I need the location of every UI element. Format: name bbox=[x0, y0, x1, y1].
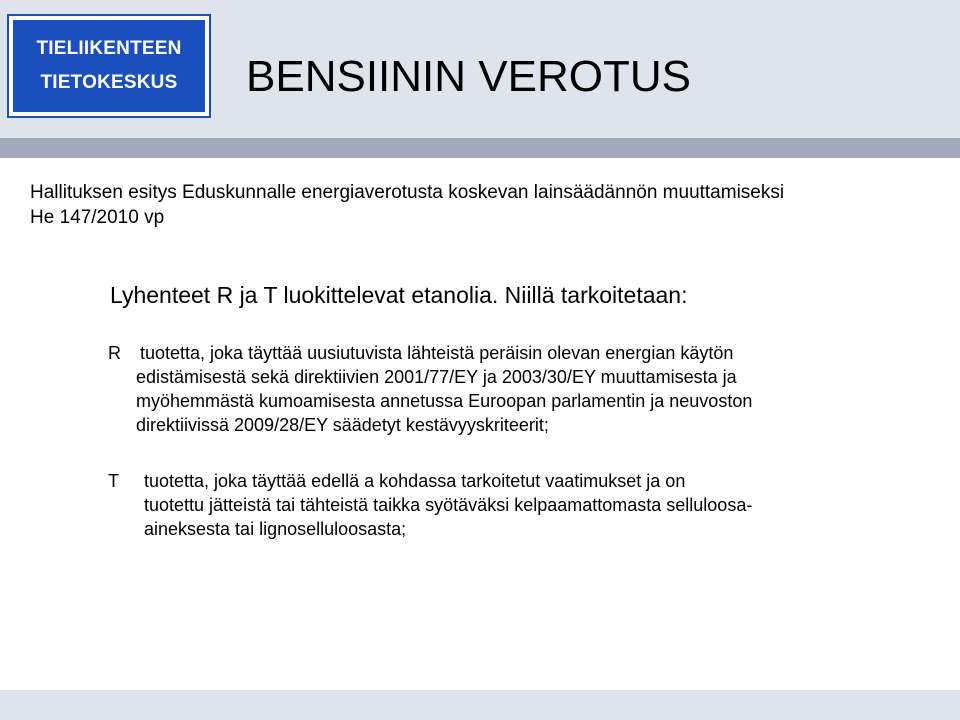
intro-text bbox=[30, 180, 784, 230]
definition-t bbox=[108, 469, 928, 545]
definition-r bbox=[108, 341, 928, 441]
definition-text bbox=[144, 469, 752, 541]
logo bbox=[7, 14, 211, 118]
logo-line-2: TIETOKESKUS bbox=[40, 72, 178, 93]
definition-term: R bbox=[108, 343, 121, 363]
definition-term: T bbox=[108, 471, 119, 491]
logo-box bbox=[13, 20, 205, 112]
definition-line: tuotetta, joka täyttää edellä a kohdassa tarkoitetut vaatimukset ja on bbox=[144, 471, 686, 491]
page-title: BENSIININ VEROTUS bbox=[246, 52, 691, 101]
definition-line: aineksesta tai lignoselluloosasta; bbox=[144, 519, 407, 539]
definition-line: tuotettu jätteistä tai tähteistä taikka syötäväksi kelpaamattomasta selluloosa- bbox=[144, 495, 753, 515]
definition-text bbox=[136, 341, 753, 437]
definition-line: direktiivissä 2009/28/EY säädetyt kestävyyskriteerit; bbox=[136, 415, 549, 435]
definition-line: myöhemmästä kumoamisesta annetussa Euroopan parlamentin ja neuvoston bbox=[136, 391, 753, 411]
footer-bar bbox=[0, 690, 960, 720]
intro-line-1: Hallituksen esitys Eduskunnalle energiaverotusta koskevan lainsäädännön muuttamiseksi bbox=[30, 182, 785, 203]
header-divider-band bbox=[0, 138, 960, 158]
logo-line-1: TIELIIKENTEEN bbox=[36, 38, 182, 59]
definition-line: tuotetta, joka täyttää uusiutuvista lähteistä peräisin olevan energian käytön bbox=[140, 343, 734, 363]
lead-text: Lyhenteet R ja T luokittelevat etanolia. Niillä tarkoitetaan: bbox=[110, 282, 688, 308]
definition-line: edistämisestä sekä direktiivien 2001/77/EY ja 2003/30/EY muuttamisesta ja bbox=[136, 367, 737, 387]
intro-line-2: He 147/2010 vp bbox=[30, 207, 165, 228]
